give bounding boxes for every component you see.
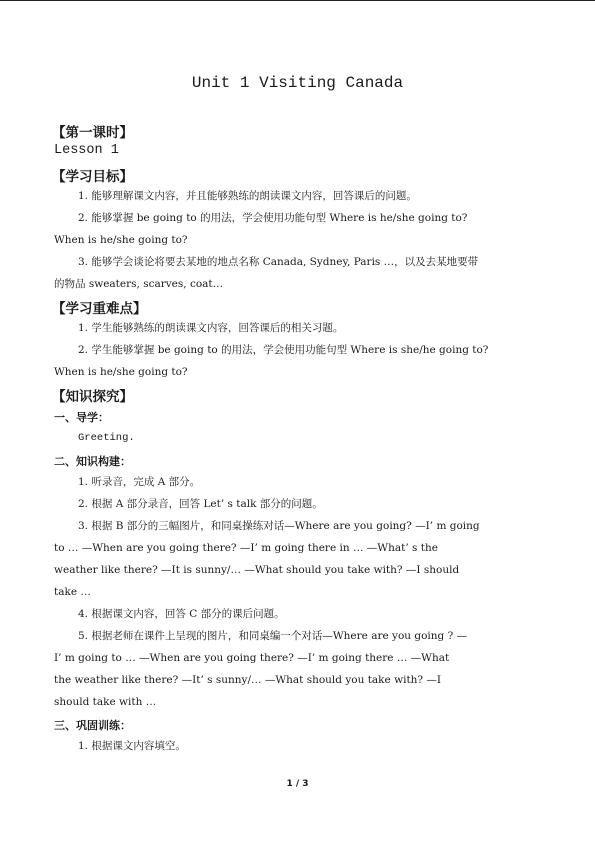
key-point-1: 1. 学生能够熟练的朗读课文内容，回答课后的相关习题。 xyxy=(78,322,344,334)
goal-1: 1. 能够理解课文内容，并且能够熟练的朗读课文内容，回答课后的问题。 xyxy=(78,190,417,202)
lesson-period-heading: 【第一课时】 xyxy=(52,125,133,141)
step-5-line-4: should take with … xyxy=(54,696,157,708)
goals-list xyxy=(54,185,544,295)
key-points-list xyxy=(54,317,544,383)
header-rule xyxy=(0,0,595,1)
step-1: 1. 听录音，完成 A 部分。 xyxy=(78,476,201,488)
goals-heading: 【学习目标】 xyxy=(52,169,133,185)
step-5-line-2: I’ m going to … —When are you going there? —I’ m going there … —What xyxy=(54,652,450,664)
lesson-label: Lesson 1 xyxy=(54,143,119,158)
step-3-line-1: 3. 根据 B 部分的三幅图片，和同桌操练对话—Where are you going? —I’ m going xyxy=(78,520,480,532)
document-title: Unit 1 Visiting Canada xyxy=(191,74,404,92)
goal-2-line-1: 2. 能够掌握 be going to 的用法，学会使用功能句型 Where is he/she going to? xyxy=(78,212,468,224)
key-points-heading: 【学习重难点】 xyxy=(52,301,147,317)
key-point-2-line-2: When is he/she going to? xyxy=(54,366,188,378)
step-3-line-2: to … —When are you going there? —I’ m going there in … —What’ s the xyxy=(54,542,438,554)
part-3-heading: 三、巩固训练： xyxy=(54,719,131,732)
step-3-line-4: take … xyxy=(54,586,91,598)
goal-2-line-2: When is he/she going to? xyxy=(54,234,188,246)
part-1-heading: 一、导学： xyxy=(54,411,109,424)
part-3-list xyxy=(54,735,544,757)
goal-3-line-2: 的物品 sweaters, scarves, coat… xyxy=(54,278,224,290)
step-2: 2. 根据 A 部分录音，回答 Let’ s talk 部分的问题。 xyxy=(78,498,323,510)
part-1-body xyxy=(54,427,544,449)
exercise-1: 1. 根据课文内容填空。 xyxy=(78,740,186,752)
page-number: 1 / 3 xyxy=(286,779,309,789)
part-2-list xyxy=(54,471,544,713)
greeting-text: Greeting. xyxy=(78,432,135,444)
step-5-line-3: the weather like there? —It’ s sunny/… —What should you take with? —I xyxy=(54,674,442,686)
part-2-heading: 二、知识构建： xyxy=(54,455,131,468)
goal-3-line-1: 3. 能够学会谈论将要去某地的地点名称 Canada, Sydney, Paris …，以及去某地要带 xyxy=(78,256,479,268)
step-4: 4. 根据课文内容，回答 C 部分的课后问题。 xyxy=(78,608,285,620)
explore-heading: 【知识探究】 xyxy=(52,389,133,405)
key-point-2-line-1: 2. 学生能够掌握 be going to 的用法，学会使用功能句型 Where is she/he going to? xyxy=(78,344,489,356)
step-3-line-3: weather like there? —It is sunny/… —What should you take with? —I should xyxy=(54,564,460,576)
step-5-line-1: 5. 根据老师在课件上呈现的图片，和同桌编一个对话—Where are you going ? — xyxy=(78,630,468,642)
